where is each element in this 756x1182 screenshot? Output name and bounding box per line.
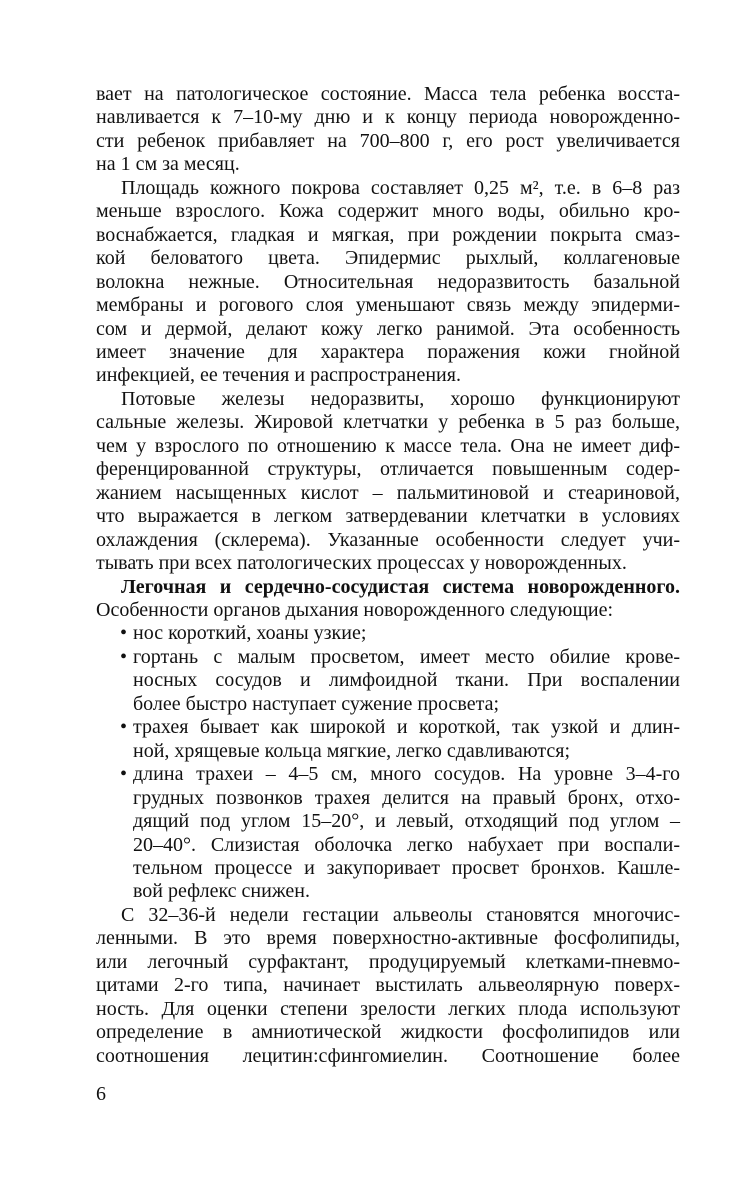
paragraph-line: ференцированной структуры, отличается повышенным содер-	[96, 458, 680, 481]
intro-line: Особенности органов дыхания новорожденного следующие:	[96, 598, 614, 621]
paragraph-line: на 1 см за месяц.	[96, 153, 240, 176]
page-number: 6	[96, 1083, 106, 1105]
bullet-line: трахея бывает как широкой и короткой, так узкой и длин- •	[120, 716, 680, 739]
paragraph-line: Площадь кожного покрова составляет 0,25 м², т.е. в 6–8 раз	[121, 176, 680, 199]
paragraph-line: сальные железы. Жировой клетчатки у ребенка в 5 раз больше,	[96, 411, 680, 434]
page-body	[96, 83, 680, 1068]
bullet-icon: •	[120, 645, 128, 668]
paragraph-line: мембраны и рогового слоя уменьшают связь между эпидерми-	[96, 294, 680, 317]
paragraph-line: волокна нежные. Относительная недоразвитость базальной	[96, 270, 680, 293]
section-heading: Легочная и сердечно-сосудистая система новорожденного.	[121, 575, 680, 598]
paragraph-line: цитами 2-го типа, начинает выстилать альвеолярную поверх-	[96, 974, 680, 997]
paragraph-line: ность. Для оценки степени зрелости легких плода используют	[96, 997, 680, 1020]
bullet-line: более быстро наступает сужение просвета;	[133, 692, 500, 715]
paragraph-line: соотношения лецитин:сфингомиелин. Соотношение более	[96, 1044, 680, 1067]
bullet-line: дящий под углом 15–20°, и левый, отходящий под углом –	[133, 810, 680, 833]
bullet-line: грудных позвонков трахея делится на правый бронх, отхо-	[133, 786, 680, 809]
bullet-line: ной, хрящевые кольца мягкие, легко сдавливаются;	[133, 739, 571, 762]
paragraph-line: тывать при всех патологических процессах у новорожденных.	[96, 552, 627, 575]
paragraph-line: чем у взрослого по отношению к массе тела. Она не имеет диф-	[96, 434, 680, 457]
paragraph-line: определение в амниотической жидкости фосфолипидов или	[96, 1021, 680, 1044]
paragraph-line: ленными. В это время поверхностно-активные фосфолипиды,	[96, 927, 680, 950]
paragraph-line: имеет значение для характера поражения кожи гнойной	[96, 340, 680, 363]
bullet-line: гортань с малым просветом, имеет место обилие крове- •	[120, 645, 680, 668]
bullet-line: нос короткий, хоаны узкие; •	[120, 622, 367, 645]
paragraph-line: сом и дермой, делают кожу легко ранимой. Эта особенность	[96, 317, 680, 340]
paragraph-line: Потовые железы недоразвиты, хорошо функционируют	[121, 387, 680, 410]
bullet-icon: •	[120, 716, 128, 739]
bullet-line: тельном процессе и закупоривает просвет бронхов. Кашле-	[133, 856, 680, 879]
paragraph-line: или легочный сурфактант, продуцируемый клетками-пневмо-	[96, 950, 680, 973]
bullet-icon: •	[120, 622, 128, 645]
paragraph-line: сти ребенок прибавляет на 700–800 г, его рост увеличивается	[96, 129, 680, 152]
paragraph-line: С 32–36-й недели гестации альвеолы становятся многочис-	[121, 903, 680, 926]
paragraph-line: жанием насыщенных кислот – пальмитиновой и стеариновой,	[96, 481, 680, 504]
bullet-icon: •	[120, 763, 128, 786]
paragraph-line: навливается к 7–10-му дню и к концу периода новорожденно-	[96, 106, 680, 129]
bullet-line: вой рефлекс снижен.	[133, 880, 310, 903]
paragraph-line: кой беловатого цвета. Эпидермис рыхлый, коллагеновые	[96, 247, 680, 270]
paragraph-line: вает на патологическое состояние. Масса тела ребенка восста-	[96, 83, 680, 105]
paragraph-line: воснабжается, гладкая и мягкая, при рождении покрыта смаз-	[96, 223, 680, 246]
paragraph-line: меньше взрослого. Кожа содержит много воды, обильно кро-	[96, 200, 680, 223]
paragraph-line: охлаждения (склерема). Указанные особенности следует учи-	[96, 528, 680, 551]
bullet-line: 20–40°. Слизистая оболочка легко набухает при воспали-	[133, 833, 680, 856]
paragraph-line: инфекцией, ее течения и распространения.	[96, 364, 461, 387]
bullet-line: носных сосудов и лимфоидной ткани. При воспалении	[133, 669, 680, 692]
paragraph-line: что выражается в легком затвердевании клетчатки в условиях	[96, 505, 680, 528]
bullet-line: длина трахеи – 4–5 см, много сосудов. На уровне 3–4-го •	[120, 763, 680, 786]
